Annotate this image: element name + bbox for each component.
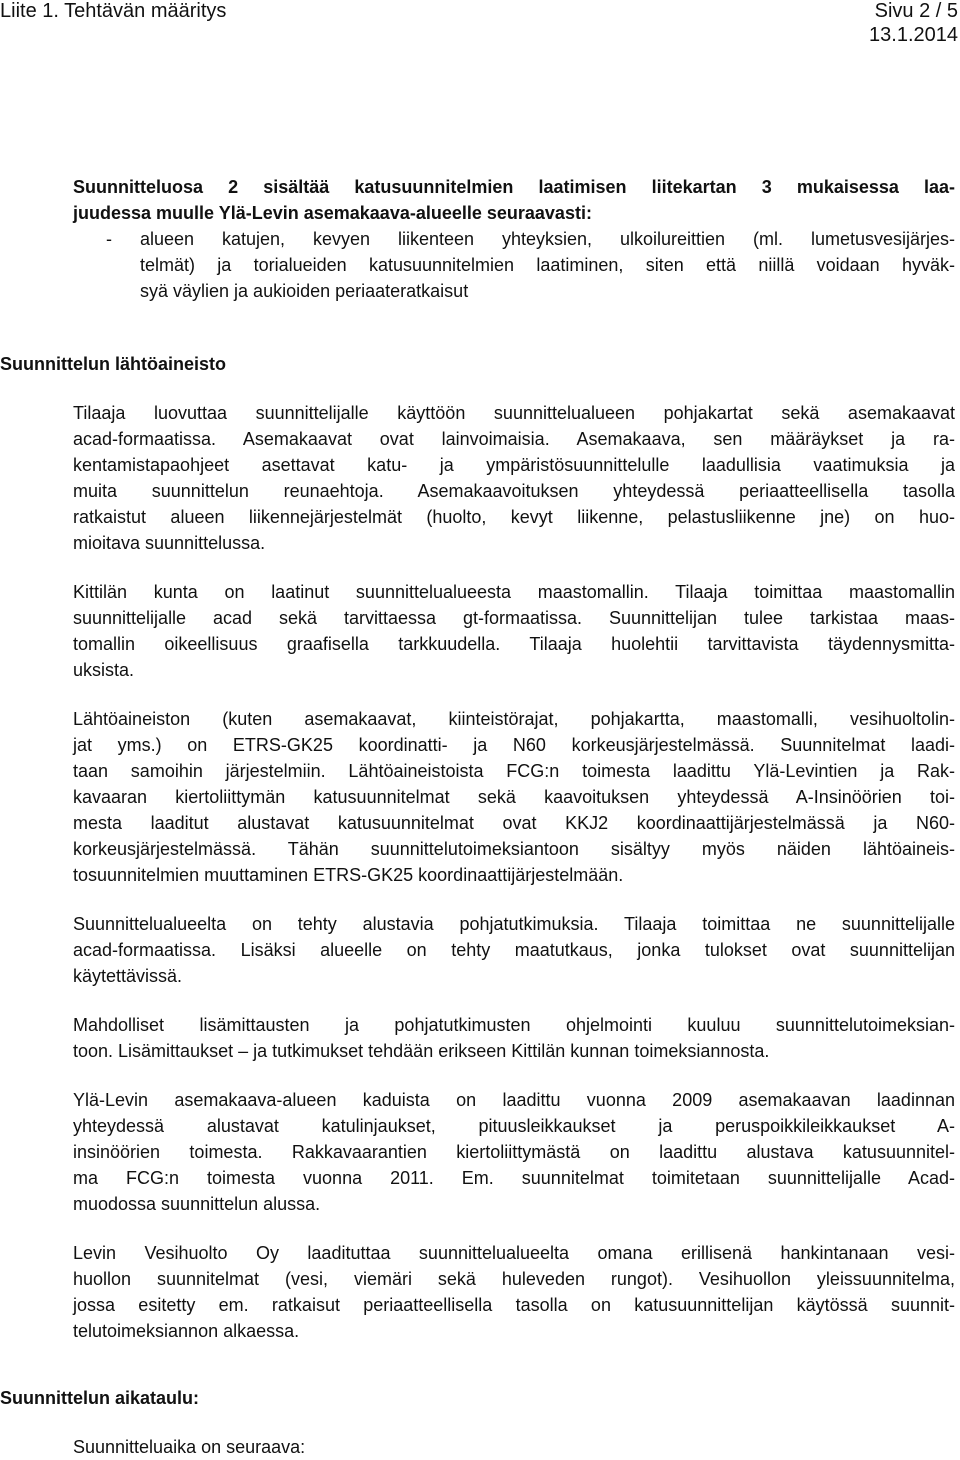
paragraph-line: mesta laaditut alustavat katusuunnitelmat ovat KKJ2 koordinaattijärjestelmässä ja N60- — [73, 813, 955, 833]
paragraph-line: suunnittelijalle acad sekä tarvittaessa gt-formaatissa. Suunnittelijan tulee tarkistaa maas- — [73, 608, 955, 628]
section-heading-schedule: Suunnittelun aikataulu: — [0, 1388, 200, 1408]
paragraph-line: jat yms.) on ETRS-GK25 koordinatti- ja N60 korkeusjärjestelmässä. Suunnitelmat laadi- — [73, 735, 955, 755]
paragraph-line: acad-formaatissa. Asemakaavat ovat lainvoimaisia. Asemakaava, sen määräykset ja ra- — [73, 429, 955, 449]
paragraph-line: acad-formaatissa. Lisäksi alueelle on tehty maatutkaus, jonka tulokset ovat suunnittelijan — [73, 940, 955, 960]
page-number: Sivu 2 / 5 — [874, 0, 958, 22]
paragraph-line: Levin Vesihuolto Oy laadituttaa suunnittelualueelta omana erillisenä hankintanaan vesi- — [73, 1243, 955, 1263]
paragraph-line: mioitava suunnittelussa. — [73, 533, 266, 553]
paragraph-line: Lähtöaineiston (kuten asemakaavat, kiinteistörajat, pohjakartta, maastomalli, vesihuoltolin- — [73, 709, 955, 729]
intro-line: juudessa muulle Ylä-Levin asemakaava-alueelle seuraavasti: — [73, 203, 592, 223]
paragraph-line: muodossa suunnittelun alussa. — [73, 1194, 321, 1214]
paragraph-line: kentamistapaohjeet asettavat katu- ja ympäristösuunnittelulle laadullisia vaatimuksia ja — [73, 455, 955, 475]
paragraph-line: telutoimeksiannon alkaessa. — [73, 1321, 300, 1341]
paragraph-line: käytettävissä. — [73, 966, 183, 986]
paragraph-line: tosuunnitelmien muuttaminen ETRS-GK25 koordinaattijärjestelmään. — [73, 865, 624, 885]
intro-line: Suunnitteluosa 2 sisältää katusuunnitelmien laatimisen liitekartan 3 mukaisessa laa- — [73, 177, 955, 197]
paragraph-line: uksista. — [73, 660, 135, 680]
paragraph-line: Kittilän kunta on laatinut suunnittelualueesta maastomallin. Tilaaja toimittaa maastomallin — [73, 582, 955, 602]
header-date: 13.1.2014 — [869, 24, 958, 46]
bullet-dash: - — [106, 229, 112, 249]
paragraph-line: Ylä-Levin asemakaava-alueen kaduista on laadittu vuonna 2009 asemakaavan laadinnan — [73, 1090, 955, 1110]
section-heading-source-material: Suunnittelun lähtöaineisto — [0, 354, 226, 374]
paragraph-line: muita suunnittelun reunaehtoja. Asemakaavoituksen yhteydessä periaatteellisella tasolla — [73, 481, 955, 501]
bullet-line: alueen katujen, kevyen liikenteen yhteyksien, ulkoilureittien (ml. lumetusvesijärjes- — [140, 229, 955, 249]
paragraph-line: korkeusjärjestelmässä. Tähän suunnittelutoimeksiantoon sisältyy myös näiden lähtöaineis- — [73, 839, 955, 859]
paragraph-line: Tilaaja luovuttaa suunnittelijalle käyttöön suunnittelualueen pohjakartat sekä asemakaavat — [73, 403, 955, 423]
header-title: Liite 1. Tehtävän määritys — [0, 0, 227, 22]
paragraph-line: taan samoihin järjestelmiin. Lähtöaineistoista FCG:n toimesta laadittu Ylä-Levintien ja Rak- — [73, 761, 955, 781]
paragraph-line: ratkaistut alueen liikennejärjestelmät (huolto, kevyt liikenne, pelastusliikenne jne) on huo- — [73, 507, 955, 527]
paragraph-line: toon. Lisämittaukset – ja tutkimukset tehdään erikseen Kittilän kunnan toimeksiannosta. — [73, 1041, 770, 1061]
paragraph-line: tomallin oikeellisuus graafisella tarkkuudella. Tilaaja huolehtii tarvittavista täydennysmitta- — [73, 634, 955, 654]
paragraph-line: ma FCG:n toimesta vuonna 2011. Em. suunnitelmat toimitetaan suunnittelijalle Acad- — [73, 1168, 955, 1188]
paragraph-line: Mahdolliset lisämittausten ja pohjatutkimusten ohjelmointi kuuluu suunnittelutoimeksian- — [73, 1015, 955, 1035]
paragraph-line: insinöörien toimesta. Rakkavaarantien kiertoliittymästä on laadittu alustava katusuunnitel- — [73, 1142, 955, 1162]
paragraph-line: Suunnittelualueelta on tehty alustavia pohjatutkimuksia. Tilaaja toimittaa ne suunnittelijalle — [73, 914, 955, 934]
bullet-line: telmät) ja torialueiden katusuunnitelmien laatiminen, siten että niillä voidaan hyväk- — [140, 255, 955, 275]
bullet-line: syä väylien ja aukioiden periaateratkaisut — [140, 281, 469, 301]
paragraph-line: yhteydessä alustavat katulinjaukset, pituusleikkaukset ja peruspoikkileikkaukset A- — [73, 1116, 955, 1136]
schedule-intro-line: Suunnitteluaika on seuraava: — [73, 1437, 306, 1457]
paragraph-line: kavaaran kiertoliittymän katusuunnitelmat sekä kaavoituksen yhteydessä A-Insinöörien toi- — [73, 787, 955, 807]
paragraph-line: huollon suunnitelmat (vesi, viemäri sekä huleveden rungot). Vesihuollon yleissuunnitelma, — [73, 1269, 955, 1289]
paragraph-line: jossa esitetty em. ratkaisut periaatteellisella tasolla on katusuunnittelijan käytössä suunnit- — [73, 1295, 955, 1315]
